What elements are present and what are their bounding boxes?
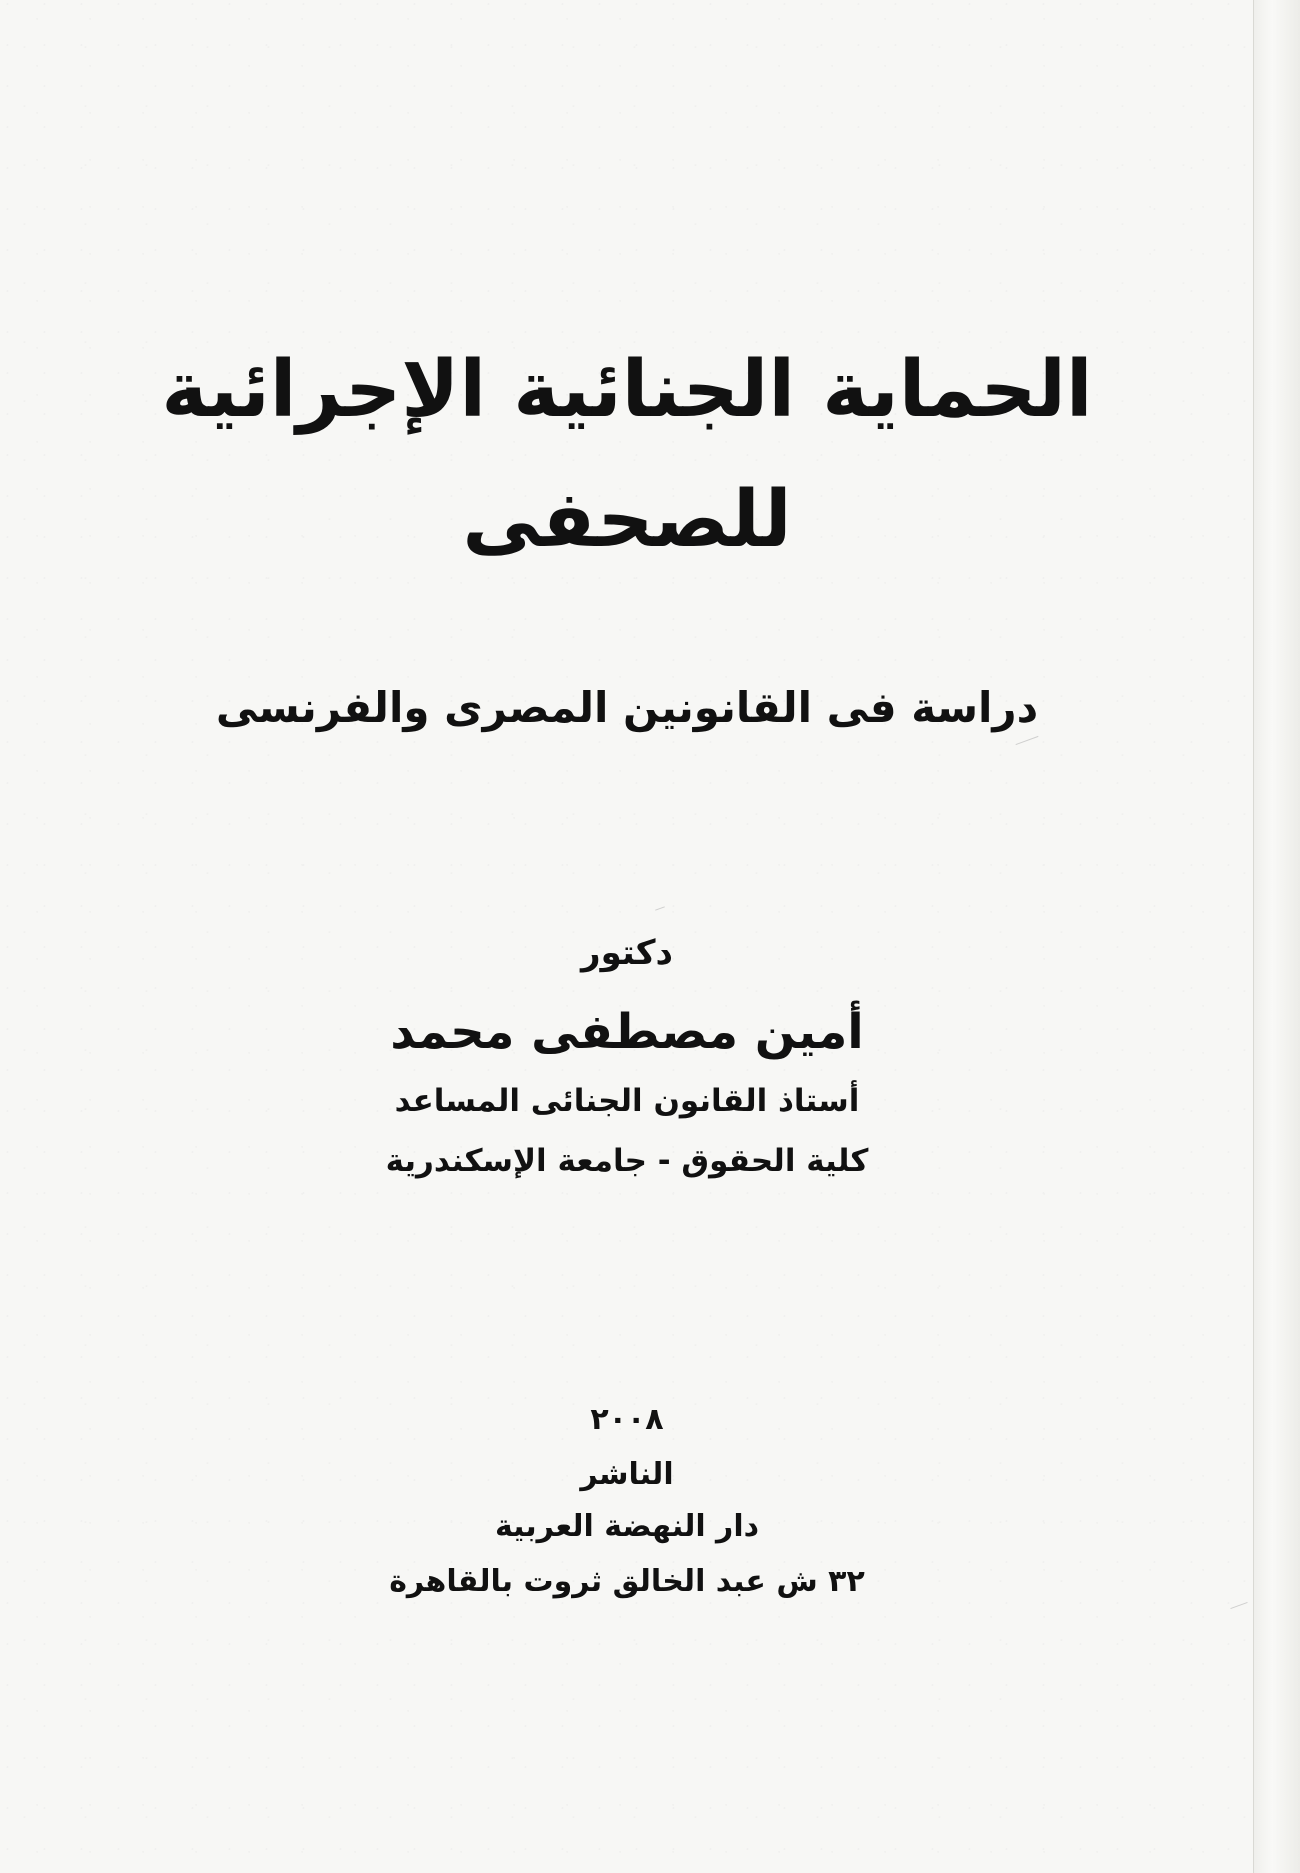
author-position: أستاذ القانون الجنائى المساعد bbox=[394, 1083, 860, 1119]
publication-year: ٢٠٠٨ bbox=[590, 1402, 664, 1437]
publisher-name: دار النهضة العربية bbox=[494, 1509, 760, 1544]
right-page-edge bbox=[1253, 0, 1300, 1873]
author-affiliation: كلية الحقوق - جامعة الإسكندرية bbox=[385, 1143, 869, 1179]
book-title-line-1: الحماية الجنائية الإجرائية bbox=[161, 345, 1093, 435]
author-academic-title: دكتور bbox=[581, 933, 673, 973]
book-title-line-2: للصحفى bbox=[462, 475, 792, 565]
book-subtitle: دراسة فى القانونين المصرى والفرنسى bbox=[215, 683, 1039, 732]
publisher-label: الناشر bbox=[580, 1457, 674, 1492]
author-name: أمين مصطفى محمد bbox=[390, 1004, 864, 1060]
publisher-address: ٣٢ ش عبد الخالق ثروت بالقاهرة bbox=[389, 1564, 865, 1599]
